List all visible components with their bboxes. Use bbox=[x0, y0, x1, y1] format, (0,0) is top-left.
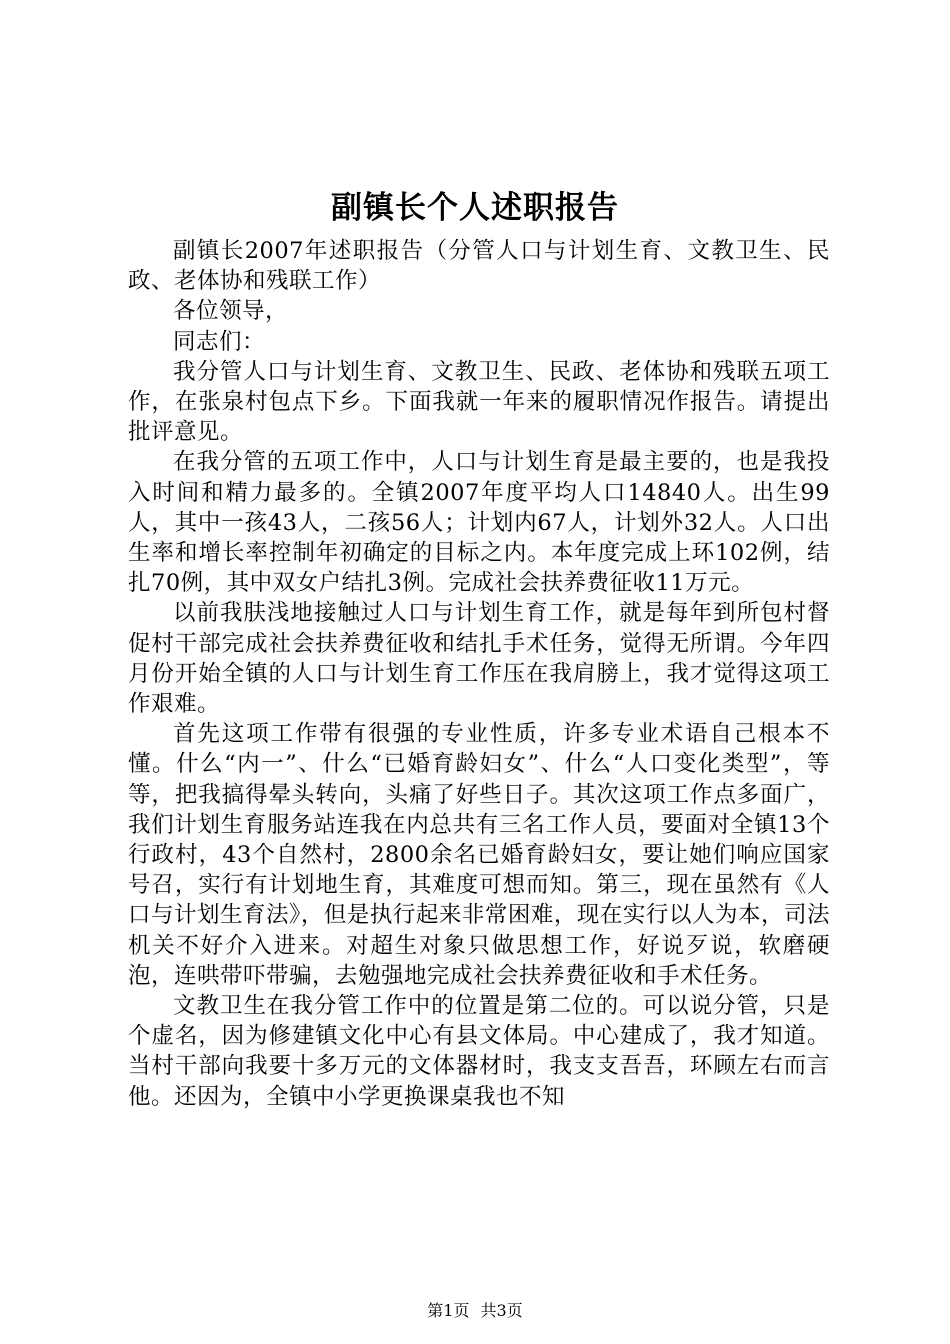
paragraph: 我分管人口与计划生育、文教卫生、民政、老体协和残联五项工作，在张泉村包点下乡。下面我就一年来的履职情况作报告。请提出批评意见。 bbox=[128, 358, 830, 446]
page-footer bbox=[0, 1300, 950, 1322]
paragraph: 以前我肤浅地接触过人口与计划生育工作，就是每年到所包村督促村干部完成社会扶养费征收和结扎手术任务，觉得无所谓。今年四月份开始全镇的人口与计划生育工作压在我肩膀上，我才觉得这项工作艰难。 bbox=[128, 600, 830, 718]
document-body bbox=[128, 236, 830, 1112]
paragraph: 文教卫生在我分管工作中的位置是第二位的。可以说分管，只是个虚名，因为修建镇文化中心有县文体局。中心建成了，我才知道。当村干部向我要十多万元的文体器材时，我支支吾吾，环顾左右而言他。还因为，全镇中小学更换课桌我也不知 bbox=[128, 993, 830, 1110]
paragraph: 首先这项工作带有很强的专业性质，许多专业术语自己根本不懂。什么“内一”、什么“已婚育龄妇女”、什么“人口变化类型”，等等，把我搞得晕头转向，头痛了好些日子。其次这项工作点多面广，我们计划生育服务站连我在内总共有三名工作人员，要面对全镇13个行政村，43个自然村，2800余名已婚育龄妇女，要让她们响应国家号召，实行有计划地生育，其难度可想而知。第三，现在虽然有《人口与计划生育法》，但是执行起来非常困难，现在实行以人为本，司法机关不好介入进来。对超生对象只做思想工作，好说歹说，软磨硬泡，连哄带吓带骗，去勉强地完成社会扶养费征收和手术任务。 bbox=[128, 721, 830, 989]
paragraph: 同志们： bbox=[173, 328, 266, 355]
document-title: 副镇长个人述职报告 bbox=[331, 190, 619, 226]
paragraph: 各位领导， bbox=[173, 298, 289, 325]
page-number: 第1页 bbox=[427, 1301, 470, 1320]
paragraph: 在我分管的五项工作中，人口与计划生育是最主要的，也是我投入时间和精力最多的。全镇2007年度平均人口14840人。出生99人，其中一孩43人，二孩56人；计划内67人，计划外32人。人口出生率和增长率控制年初确定的目标之内。本年度完成上环102例，结扎70例，其中双女户结扎3例。完成社会扶养费征收11万元。 bbox=[128, 449, 830, 597]
page-total: 共3页 bbox=[480, 1301, 523, 1320]
paragraph: 副镇长2007年述职报告（分管人口与计划生育、文教卫生、民政、老体协和残联工作） bbox=[128, 238, 830, 295]
